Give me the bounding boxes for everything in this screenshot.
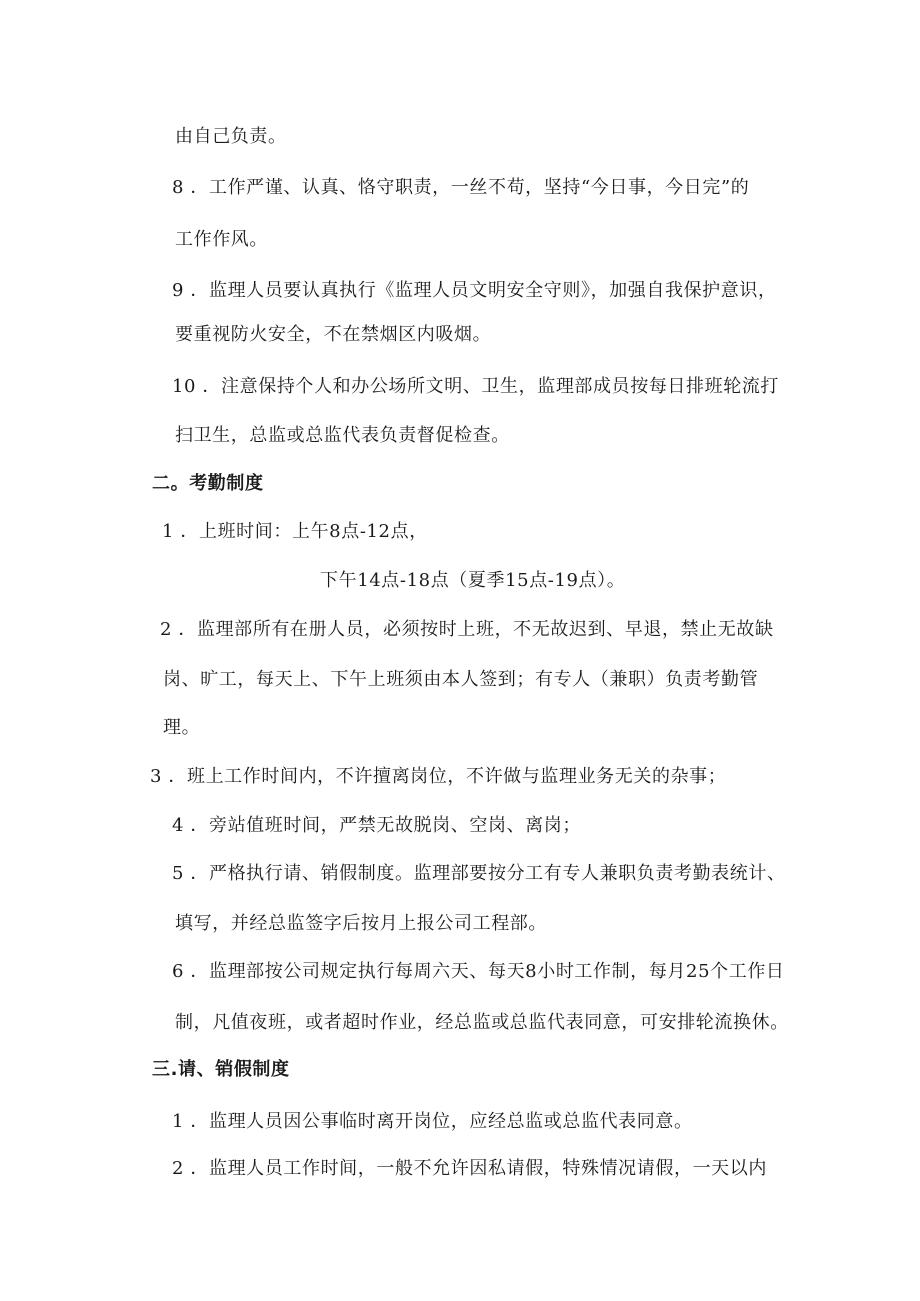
- attendance-item-2-line-3: 理。: [163, 717, 201, 738]
- rule-10-line-2: 扫卫生，总监或总监代表负责督促检查。: [175, 425, 510, 446]
- rule-8-line-2: 工作作风。: [175, 229, 268, 250]
- leave-item-2-line-1: 2 ．监理人员工作时间，一般不允许因私请假，特殊情况请假，一天以内: [172, 1158, 767, 1179]
- paragraph-continuation: 由自己负责。: [175, 126, 287, 147]
- attendance-item-3: 3 ．班上工作时间内，不许擅离岗位，不许做与监理业务无关的杂事；: [150, 766, 727, 787]
- attendance-item-6-line-2: 制，凡值夜班，或者超时作业，经总监或总监代表同意，可安排轮流换休。: [175, 1012, 789, 1033]
- attendance-item-1-line-2: 下午14点-18点（夏季15点-19点）。: [320, 570, 626, 591]
- attendance-item-4: 4 ．旁站值班时间，严禁无故脱岗、空岗、离岗；: [172, 815, 581, 836]
- attendance-item-5-line-2: 填写，并经总监签字后按月上报公司工程部。: [175, 913, 547, 934]
- rule-10-line-1: 10 ．注意保持个人和办公场所文明、卫生，监理部成员按每日排班轮流打: [172, 376, 780, 397]
- section-3-title: 三.请、销假制度: [152, 1059, 290, 1080]
- attendance-item-5-line-1: 5 ．严格执行请、销假制度。监理部要按分工有专人兼职负责考勤表统计、: [172, 863, 786, 884]
- attendance-item-1-line-1: 1 ．上班时间：上午8点-12点，: [162, 521, 428, 542]
- section-2-title: 二。考勤制度: [152, 473, 264, 494]
- leave-item-1: 1 ．监理人员因公事临时离开岗位，应经总监或总监代表同意。: [172, 1111, 693, 1132]
- rule-9-line-1: 9 ．监理人员要认真执行《监理人员文明安全守则》，加强自我保护意识，: [172, 280, 777, 301]
- attendance-item-2-line-2: 岗、旷工，每天上、下午上班须由本人签到；有专人（兼职）负责考勤管: [163, 669, 759, 690]
- rule-9-line-2: 要重视防火安全，不在禁烟区内吸烟。: [175, 324, 492, 345]
- attendance-item-6-line-1: 6 ．监理部按公司规定执行每周六天、每天8小时工作制，每月25个工作日: [172, 961, 785, 982]
- attendance-item-2-line-1: 2 ．监理部所有在册人员，必须按时上班，不无故迟到、早退，禁止无故缺: [160, 619, 774, 640]
- rule-8-line-1: 8 ．工作严谨、认真、恪守职责，一丝不苟，坚持“今日事，今日完”的: [172, 177, 750, 198]
